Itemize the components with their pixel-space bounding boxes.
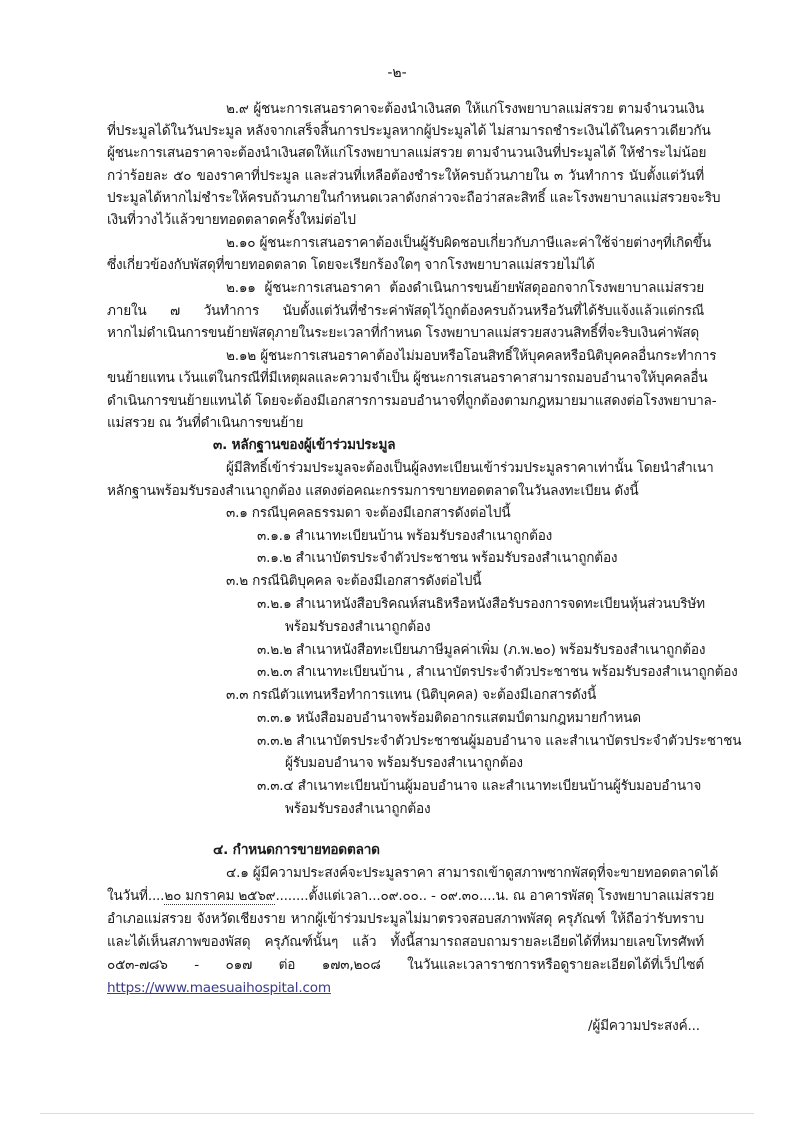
clause-2-12-line-3: ดำเนินการขนย้ายแทนได้ โดยจะต้องมีเอกสารการมอบอำนาจที่ถูกต้องตามกฎหมายมาแสดงต่อโรงพยาบาล- [107, 393, 717, 409]
clause-2-12-line-4: แม่สรวย ณ วันที่ดำเนินการขนย้าย [107, 415, 304, 431]
page-number: -๒- [387, 65, 407, 81]
hospital-website-link[interactable]: https://www.maesuaihospital.com [107, 980, 331, 996]
clause-2-11-line-3: หากไม่ดำเนินการขนย้ายพัสดุภายในระยะเวลาที่กำหนด โรงพยาบาลแม่สรวยสงวนสิทธิ์ที่จะริบเงินค่าพัสดุ [107, 325, 700, 341]
continuation-note: /ผู้มีความประสงค์... [588, 1018, 700, 1034]
handwritten-date: ๒๐ มกราคม ๒๕๖๙ [164, 888, 276, 904]
clause-4-1-line-4: และได้เห็นสภาพของพัสดุ ครุภัณฑ์นั้นๆ แล้ว ทั้งนี้สามารถสอบถามรายละเอียดได้ที่หมายเลขโทรศัพท์ [107, 934, 704, 950]
section-4-heading: ๔. กำหนดการขายทอดตลาด [213, 842, 380, 858]
clause-3-2-1-line-1: ๓.๒.๑ สำเนาหนังสือบริคณห์สนธิหรือหนังสือรับรองการจดทะเบียนหุ้นส่วนบริษัท [257, 596, 705, 612]
time-location-text: ........ตั้งแต่เวลา...๐๙.๐๐.. - ๐๙.๓๐....น. ณ อาคารพัสดุ โรงพยาบาลแม่สรวย [275, 888, 715, 904]
clause-2-10-line-1: ๒.๑๐ ผู้ชนะการเสนอราคาต้องเป็นผู้รับผิดชอบเกี่ยวกับภาษีและค่าใช้จ่ายต่างๆที่เกิดขึ้น [226, 235, 711, 251]
clause-3-3-2-line-2: ผู้รับมอบอำนาจ พร้อมรับรองสำเนาถูกต้อง [285, 755, 523, 771]
clause-3-3-4-line-1: ๓.๓.๔ สำเนาทะเบียนบ้านผู้มอบอำนาจ และสำเนาทะเบียนบ้านผู้รับมอบอำนาจ [257, 778, 702, 794]
clause-2-11-line-1: ๒.๑๑ ผู้ชนะการเสนอราคา ต้องดำเนินการขนย้ายพัสดุออกจากโรงพยาบาลแม่สรวย [226, 280, 704, 296]
clause-3-2-3: ๓.๒.๓ สำเนาทะเบียนบ้าน , สำเนาบัตรประจำตัวประชาชน พร้อมรับรองสำเนาถูกต้อง [257, 664, 738, 680]
clause-2-11-line-2: ภายใน ๗ วันทำการ นับตั้งแต่วันที่ชำระค่าพัสดุไว้ถูกต้องครบถ้วนหรือวันที่ได้รับแจ้งแล้วแต่กรณี [107, 303, 704, 319]
clause-3-3-4-line-2: พร้อมรับรองสำเนาถูกต้อง [285, 801, 431, 817]
clause-3-1: ๓.๑ กรณีบุคคลธรรมดา จะต้องมีเอกสารดังต่อไปนี้ [226, 505, 511, 521]
clause-2-10-line-2: ซึ่งเกี่ยวข้องกับพัสดุที่ขายทอดตลาด โดยจะเรียกร้องใดๆ จากโรงพยาบาลแม่สรวยไม่ได้ [107, 257, 595, 273]
clause-3-2: ๓.๒ กรณีนิติบุคคล จะต้องมีเอกสารดังต่อไปนี้ [226, 573, 482, 589]
clause-2-9-line-3: ผู้ชนะการเสนอราคาจะต้องนำเงินสดให้แก่โรงพยาบาลแม่สรวย ตามจำนวนเงินที่ประมูลได้ ให้ชำระไม่น้อย [107, 145, 707, 161]
clause-2-12-line-1: ๒.๑๒ ผู้ชนะการเสนอราคาต้องไม่มอบหรือโอนสิทธิ์ให้บุคคลหรือนิติบุคคลอื่นกระทำการ [226, 348, 717, 364]
clause-4-1-line-2 [107, 886, 714, 906]
clause-2-9-line-1: ๒.๙ ผู้ชนะการเสนอราคาจะต้องนำเงินสด ให้แก่โรงพยาบาลแม่สรวย ตามจำนวนเงิน [226, 101, 704, 117]
section-3-heading: ๓. หลักฐานของผู้เข้าร่วมประมูล [213, 437, 396, 453]
clause-4-1-line-1: ๔.๑ ผู้มีความประสงค์จะประมูลราคา สามารถเข้าดูสภาพซากพัสดุที่จะขายทอดตลาดได้ [226, 865, 719, 881]
clause-3-1-1: ๓.๑.๑ สำเนาทะเบียนบ้าน พร้อมรับรองสำเนาถูกต้อง [257, 528, 553, 544]
clause-3-3: ๓.๓ กรณีตัวแทนหรือทำการแทน (นิติบุคคล) จะต้องมีเอกสารดังนี้ [226, 687, 597, 703]
clause-2-9-line-6: เงินที่วางไว้แล้วขายทอดตลาดครั้งใหม่ต่อไป [107, 212, 356, 228]
clause-3-3-1: ๓.๓.๑ หนังสือมอบอำนาจพร้อมติดอากรแสตมป์ตามกฎหมายกำหนด [257, 710, 641, 726]
clause-2-9-line-4: กว่าร้อยละ ๕๐ ของราคาที่ประมูล และส่วนที่เหลือต้องชำระให้ครบถ้วนภายใน ๓ วันทำการ นับตั้งแต่วันที่ [107, 168, 704, 184]
page-bottom-edge [40, 1113, 754, 1114]
section-3-intro-line-1: ผู้มีสิทธิ์เข้าร่วมประมูลจะต้องเป็นผู้ลงทะเบียนเข้าร่วมประมูลราคาเท่านั้น โดยนำสำเนา [226, 460, 714, 476]
clause-2-9-line-5: ประมูลได้หากไม่ชำระให้ครบถ้วนภายในกำหนดเวลาดังกล่าวจะถือว่าสละสิทธิ์ และโรงพยาบาลแม่สรวยจะริบ [107, 190, 721, 206]
clause-4-1-line-3: อำเภอแม่สรวย จังหวัดเชียงราย หากผู้เข้าร่วมประมูลไม่มาตรวจสอบสภาพพัสดุ ครุภัณฑ์ ให้ถือว่ารับทราบ [107, 911, 704, 927]
section-3-intro-line-2: หลักฐานพร้อมรับรองสำเนาถูกต้อง แสดงต่อคณะกรรมการขายทอดตลาดในวันลงทะเบียน ดังนี้ [107, 483, 639, 499]
clause-2-12-line-2: ขนย้ายแทน เว้นแต่ในกรณีที่มีเหตุผลและความจำเป็น ผู้ชนะการเสนอราคาสามารถมอบอำนาจให้บุคคลอื่น [107, 370, 708, 386]
clause-3-1-2: ๓.๑.๒ สำเนาบัตรประจำตัวประชาชน พร้อมรับรองสำเนาถูกต้อง [257, 550, 618, 566]
clause-3-2-2: ๓.๒.๒ สำเนาหนังสือทะเบียนภาษีมูลค่าเพิ่ม (ภ.พ.๒๐) พร้อมรับรองสำเนาถูกต้อง [257, 642, 706, 658]
clause-2-9-line-2: ที่ประมูลได้ในวันประมูล หลังจากเสร็จสิ้นการประมูลหากผู้ประมูลได้ ไม่สามารถชำระเงินได้ในคราวเดียวกัน [107, 123, 711, 139]
clause-4-1-line-5: ๐๕๓-๗๘๖ - ๐๑๗ ต่อ ๑๗๓,๒๐๘ ในวันและเวลาราชการหรือดูรายละเอียดได้ที่เว็ปไซต์ [107, 957, 704, 973]
date-prefix: ในวันที่.... [107, 888, 165, 904]
clause-3-2-1-line-2: พร้อมรับรองสำเนาถูกต้อง [285, 619, 431, 635]
clause-3-3-2-line-1: ๓.๓.๒ สำเนาบัตรประจำตัวประชาชนผู้มอบอำนาจ และสำเนาบัตรประจำตัวประชาชน [257, 733, 742, 749]
